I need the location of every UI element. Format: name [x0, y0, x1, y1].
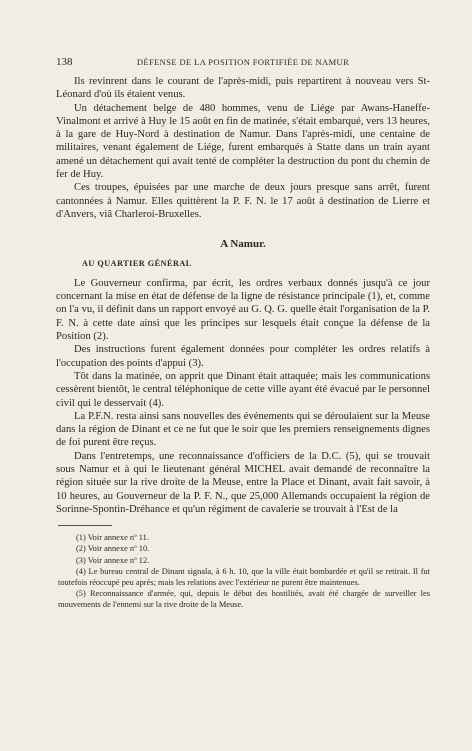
footnote: (2) Voir annexe nº 10. [76, 544, 150, 554]
page-body [56, 75, 430, 611]
paragraph: Tôt dans la matinée, on apprit que Dinant était attaquée; mais les communications cessèrent bientôt, le central téléphonique de cette ville ayant été évacué par le personnel civil qui le desservait (4). [56, 370, 430, 409]
footnote: (3) Voir annexe nº 12. [76, 555, 150, 565]
footnote-divider [58, 525, 112, 526]
paragraph: Le Gouverneur confirma, par écrit, les ordres verbaux donnés jusqu'à ce jour concernant la mise en état de défense de la ligne de résistance principale (1), et, comme on l'a vu, il définit dans un rapport envoyé au G. Q. G. quelle était l'organisation de la P. F. N. à cette date ainsi que les principes sur lesquels était conçue la défense de la Position (2). [56, 277, 430, 343]
paragraph: La P.F.N. resta ainsi sans nouvelles des événements qui se déroulaient sur la Meuse dans la région de Dinant et ce ne fut que le soir que les premiers renseignements dignes de foi purent être reçus. [56, 410, 430, 449]
paragraph: Un détachement belge de 480 hommes, venu de Liége par Awans-Haneffe-Vinalmont et arrivé à Huy le 15 août en fin de matinée, s'était embarqué, vers 13 heures, à la gare de Huy-Nord à destination de Namur. Dans l'après-midi, une centaine de militaires, venant également de Liége, furent embarqués à Statte dans un train ayant amené un détachement qui avait tenté de compléter la destruction du pont du chemin de fer de Huy. [56, 102, 430, 181]
paragraph: Des instructions furent également données pour compléter les ordres relatifs à l'occupation des points d'appui (3). [56, 344, 430, 369]
section-title: A Namur. [220, 238, 266, 251]
paragraph: Ces troupes, épuisées par une marche de deux jours presque sans arrêt, furent cantonnées à Namur. Elles quittèrent la P. F. N. le 17 août à destination de Lierre et d'Anvers, viâ Charleroi-Bruxelles. [56, 182, 430, 220]
paragraph: Ils revinrent dans le courant de l'après-midi, puis repartirent à nouveau vers St-Léonard d'où ils étaient venus. [56, 76, 430, 101]
paragraph: Dans l'entretemps, une reconnaissance d'officiers de la D.C. (5), qui se trouvait sous Namur et à qui le lieutenant général MICHEL avait demandé de reconnaître la région située sur la rive droite de la Meuse, entre la Place et Dinant, avait fait savoir, à 10 heures, au Gouverneur de la P. F. N., que 25,000 Allemands occupaient la région de Sorinne-Spontin-Dréhance et qu'un régiment de cavalerie se trouvait à l'Est de la [56, 450, 430, 515]
footnote: (5) Reconnaissance d'armée, qui, depuis le début des hostilités, avait été chargée de surveiller les mouvements de l'ennemi sur la rive droite de la Meuse. [58, 589, 430, 610]
subsection-title: AU QUARTIER GÉNÉRAL [82, 258, 192, 268]
footnotes [56, 532, 430, 610]
footnote: (4) Le bureau central de Dinant signala, à 6 h. 10, que la ville était bombardée et qu'il se retirait. Il fut toutefois réoccupé peu après; mais les relations avec l'extérieur ne purent être maintenues. [58, 566, 430, 588]
running-title: DÉFENSE DE LA POSITION FORTIFIÉE DE NAMUR [136, 57, 350, 67]
page-number: 138 [56, 56, 73, 68]
footnote: (1) Voir annexe nº 11. [76, 533, 149, 543]
